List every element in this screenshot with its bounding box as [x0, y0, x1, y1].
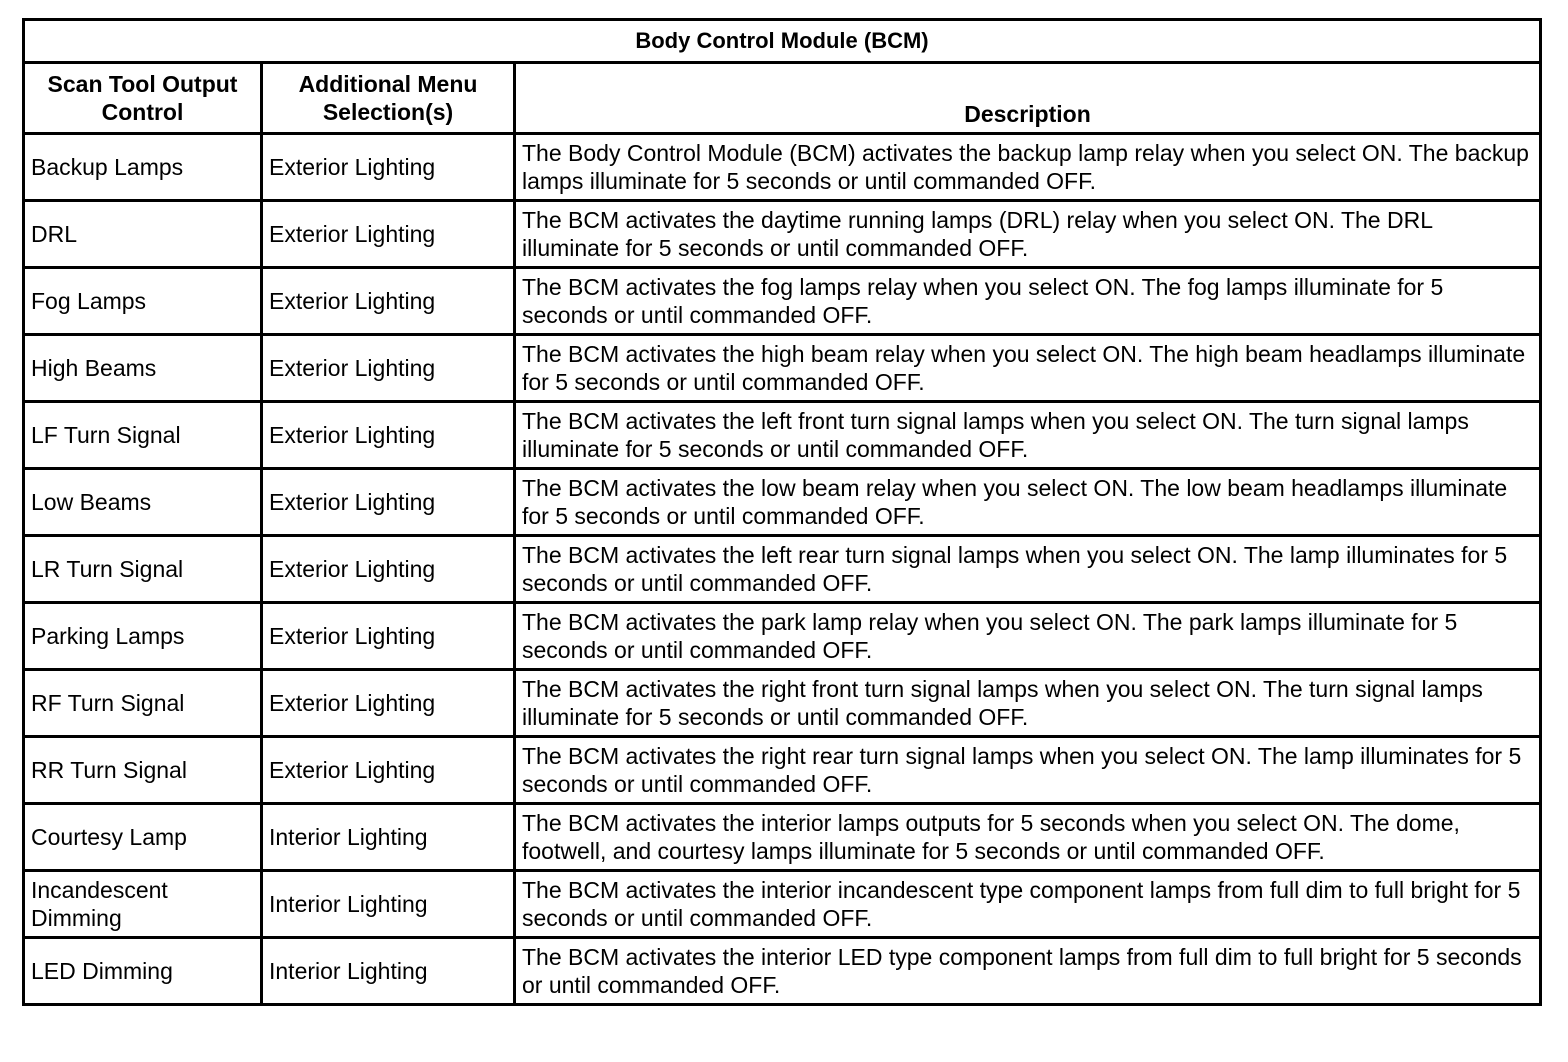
cell-output-control: Low Beams — [24, 469, 262, 536]
bcm-output-control-table — [22, 18, 1542, 1006]
cell-description: The BCM activates the right rear turn signal lamps when you select ON. The lamp illuminates for 5 seconds or until commanded OFF. — [515, 737, 1541, 804]
cell-output-control: LF Turn Signal — [24, 402, 262, 469]
cell-menu-selection: Interior Lighting — [262, 804, 515, 871]
cell-description: The BCM activates the high beam relay when you select ON. The high beam headlamps illuminate for 5 seconds or until commanded OFF. — [515, 335, 1541, 402]
cell-description: The BCM activates the interior LED type component lamps from full dim to full bright for 5 seconds or until commanded OFF. — [515, 938, 1541, 1005]
table-row — [24, 335, 1541, 402]
cell-output-control: Fog Lamps — [24, 268, 262, 335]
cell-description: The BCM activates the fog lamps relay when you select ON. The fog lamps illuminate for 5 seconds or until commanded OFF. — [515, 268, 1541, 335]
cell-menu-selection: Exterior Lighting — [262, 536, 515, 603]
table-row — [24, 134, 1541, 201]
document-page — [22, 18, 1539, 1006]
table-title-row — [24, 20, 1541, 63]
table-title: Body Control Module (BCM) — [24, 20, 1541, 63]
cell-menu-selection: Exterior Lighting — [262, 670, 515, 737]
table-header-row — [24, 63, 1541, 134]
table-row — [24, 402, 1541, 469]
cell-output-control: High Beams — [24, 335, 262, 402]
table-row — [24, 201, 1541, 268]
cell-output-control: Incandescent Dimming — [24, 871, 262, 938]
table-row — [24, 268, 1541, 335]
table-row — [24, 603, 1541, 670]
header-output-control: Scan Tool Output Control — [24, 63, 262, 134]
cell-menu-selection: Exterior Lighting — [262, 402, 515, 469]
cell-description: The BCM activates the left front turn signal lamps when you select ON. The turn signal lamps illuminate for 5 seconds or until commanded OFF. — [515, 402, 1541, 469]
cell-output-control: RR Turn Signal — [24, 737, 262, 804]
cell-description: The BCM activates the interior lamps outputs for 5 seconds when you select ON. The dome, footwell, and courtesy lamps illuminate for 5 seconds or until commanded OFF. — [515, 804, 1541, 871]
cell-description: The BCM activates the left rear turn signal lamps when you select ON. The lamp illuminates for 5 seconds or until commanded OFF. — [515, 536, 1541, 603]
table-row — [24, 536, 1541, 603]
cell-output-control: Backup Lamps — [24, 134, 262, 201]
table-row — [24, 938, 1541, 1005]
cell-menu-selection: Interior Lighting — [262, 938, 515, 1005]
cell-output-control: LED Dimming — [24, 938, 262, 1005]
cell-menu-selection: Exterior Lighting — [262, 268, 515, 335]
cell-menu-selection: Exterior Lighting — [262, 134, 515, 201]
table-row — [24, 737, 1541, 804]
cell-description: The Body Control Module (BCM) activates the backup lamp relay when you select ON. The backup lamps illuminate for 5 seconds or until commanded OFF. — [515, 134, 1541, 201]
cell-description: The BCM activates the interior incandescent type component lamps from full dim to full bright for 5 seconds or until commanded OFF. — [515, 871, 1541, 938]
table-row — [24, 469, 1541, 536]
cell-menu-selection: Exterior Lighting — [262, 335, 515, 402]
cell-menu-selection: Interior Lighting — [262, 871, 515, 938]
cell-menu-selection: Exterior Lighting — [262, 737, 515, 804]
table-body — [24, 134, 1541, 1005]
cell-output-control: DRL — [24, 201, 262, 268]
table-row — [24, 871, 1541, 938]
header-description: Description — [515, 63, 1541, 134]
cell-menu-selection: Exterior Lighting — [262, 201, 515, 268]
cell-output-control: Parking Lamps — [24, 603, 262, 670]
cell-menu-selection: Exterior Lighting — [262, 603, 515, 670]
cell-output-control: Courtesy Lamp — [24, 804, 262, 871]
cell-output-control: LR Turn Signal — [24, 536, 262, 603]
cell-description: The BCM activates the low beam relay when you select ON. The low beam headlamps illuminate for 5 seconds or until commanded OFF. — [515, 469, 1541, 536]
table-row — [24, 804, 1541, 871]
cell-output-control: RF Turn Signal — [24, 670, 262, 737]
cell-description: The BCM activates the daytime running lamps (DRL) relay when you select ON. The DRL illuminate for 5 seconds or until commanded OFF. — [515, 201, 1541, 268]
cell-menu-selection: Exterior Lighting — [262, 469, 515, 536]
cell-description: The BCM activates the right front turn signal lamps when you select ON. The turn signal lamps illuminate for 5 seconds or until commanded OFF. — [515, 670, 1541, 737]
cell-description: The BCM activates the park lamp relay when you select ON. The park lamps illuminate for 5 seconds or until commanded OFF. — [515, 603, 1541, 670]
table-row — [24, 670, 1541, 737]
header-menu-selections: Additional Menu Selection(s) — [262, 63, 515, 134]
